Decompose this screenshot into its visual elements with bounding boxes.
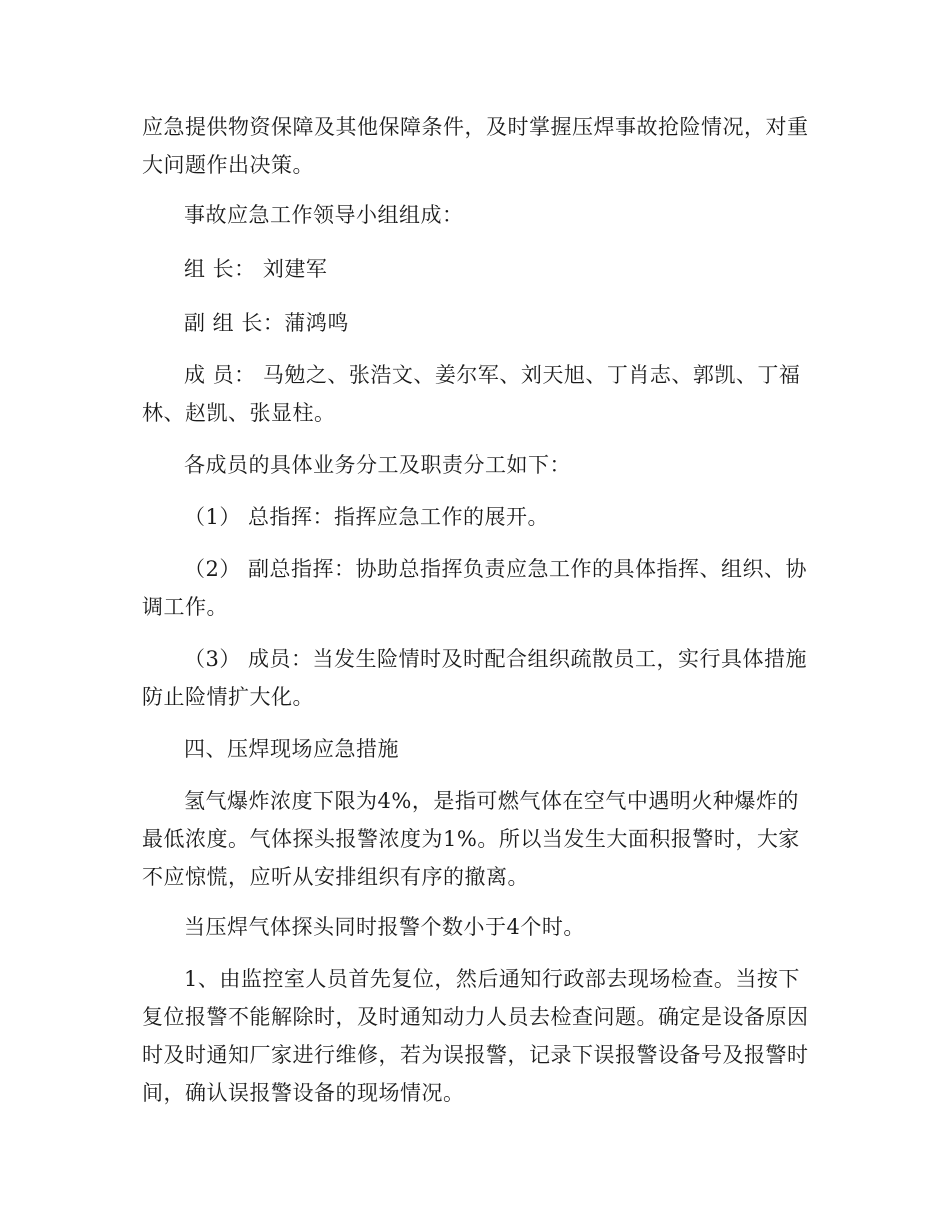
- paragraph-10: 四、压焊现场应急措施: [184, 737, 399, 761]
- paragraph-2: 事故应急工作领导小组组成：: [184, 203, 464, 227]
- paragraph-7: （1） 总指挥：指挥应急工作的展开。: [184, 505, 550, 529]
- paragraph-13: 1、由监控室人员首先复位，然后通知行政部去现场检查。当按下复位报警不能解除时，及时通知动力人员去检查问题。确定是设备原因时及时通知厂家进行维修，若为误报警，记录下误报警设备号及报警时间，确认误报警设备的现场情况。: [142, 967, 809, 1105]
- paragraph-4: 副 组 长：蒲鸿鸣: [184, 311, 349, 335]
- paragraph-11: 氢气爆炸浓度下限为4%，是指可燃气体在空气中遇明火种爆炸的最低浓度。气体探头报警浓度为1%。所以当发生大面积报警时，大家不应惊慌，应听从安排组织有序的撤离。: [142, 789, 800, 889]
- paragraph-5: 成 员： 马勉之、张浩文、姜尔军、刘天旭、丁肖志、郭凯、丁福林、赵凯、张显柱。: [142, 363, 801, 425]
- paragraph-1: 应急提供物资保障及其他保障条件，及时掌握压焊事故抢险情况，对重大问题作出决策。: [142, 115, 809, 177]
- paragraph-12: 当压焊气体探头同时报警个数小于4个时。: [184, 915, 585, 939]
- paragraph-8: （2） 副总指挥：协助总指挥负责应急工作的具体指挥、组织、协调工作。: [142, 557, 808, 619]
- paragraph-9: （3） 成员：当发生险情时及时配合组织疏散员工，实行具体措施防止险情扩大化。: [142, 647, 808, 709]
- paragraph-3: 组 长： 刘建军: [184, 257, 328, 281]
- paragraph-6: 各成员的具体业务分工及职责分工如下：: [184, 453, 571, 477]
